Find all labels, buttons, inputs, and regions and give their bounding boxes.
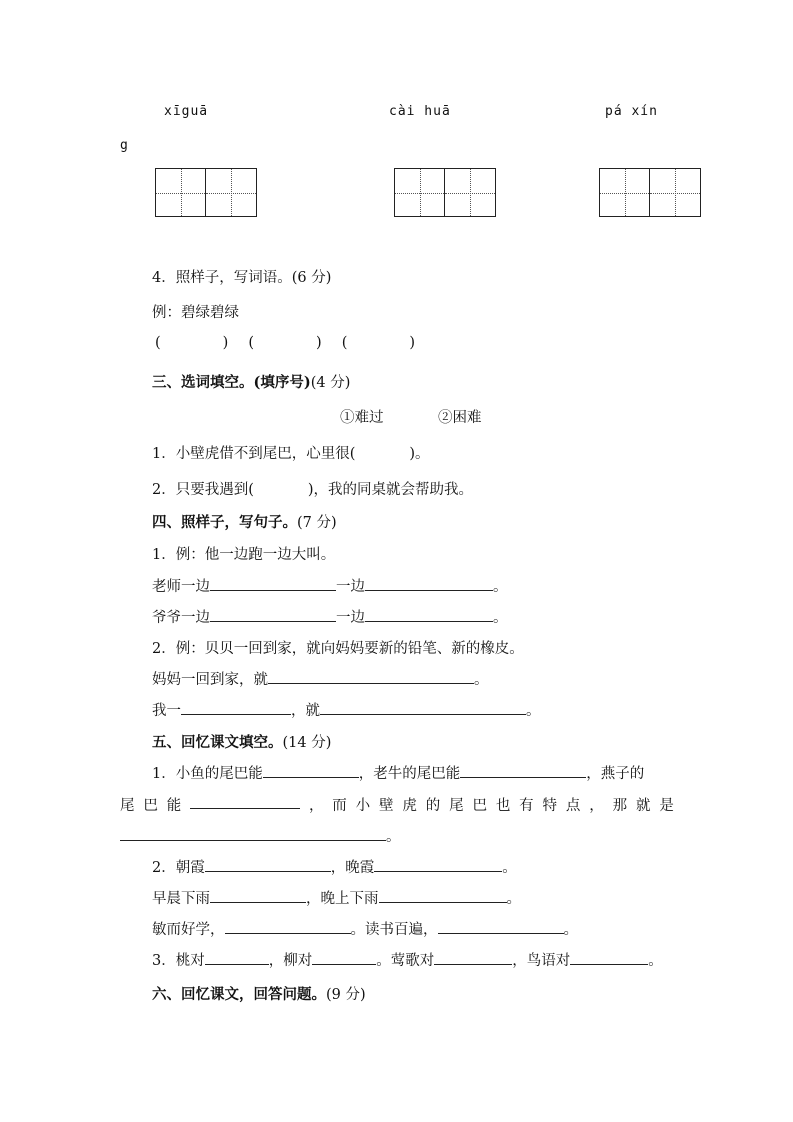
blank[interactable]	[120, 826, 386, 841]
char: 有	[519, 798, 534, 814]
blank[interactable]	[263, 763, 359, 778]
sec4-line-3[interactable]	[152, 668, 489, 689]
paren-right: )	[409, 335, 416, 351]
blank[interactable]	[438, 919, 564, 934]
char: 巴	[472, 798, 487, 814]
sec5-para-1-line-1[interactable]	[152, 762, 644, 783]
blank[interactable]	[210, 576, 336, 591]
char: 小	[355, 798, 371, 814]
fill-sentence-2[interactable]	[152, 478, 473, 499]
grid-cell[interactable]	[395, 169, 445, 216]
char: 就	[635, 798, 651, 814]
line-text: ，老牛的尾巴能	[358, 766, 461, 782]
section-4-title: 四、照样子，写句子。	[152, 514, 297, 531]
char: 巴	[143, 798, 158, 814]
line-text: 3．桃对	[152, 953, 205, 969]
char: 而	[332, 798, 347, 814]
line-text: 早晨下雨	[152, 891, 210, 907]
sec5-para-5[interactable]	[152, 949, 663, 970]
line-text: 一边	[336, 610, 365, 626]
section-3-score: (4 分)	[310, 375, 351, 391]
line-text: 。	[526, 703, 541, 719]
sentence-text: 2．只要我遇到(	[152, 482, 254, 498]
line-text: 一边	[336, 579, 365, 595]
blank[interactable]	[320, 700, 526, 715]
pinyin-paxing: pá xín	[605, 104, 658, 119]
sec4-example-2: 2．例：贝贝一回到家，就向妈妈要新的铅笔、新的橡皮。	[152, 641, 524, 657]
line-text: 。	[502, 860, 517, 876]
option-2: ②困难	[438, 410, 482, 426]
q4-example: 例：碧绿碧绿	[152, 305, 239, 321]
char: 也	[495, 798, 511, 814]
section-6-score: (9 分)	[326, 987, 366, 1003]
line-text: 妈妈一回到家，就	[152, 672, 268, 688]
char: ，	[308, 798, 324, 814]
line-text: ，柳对	[268, 953, 313, 969]
line-text: 。	[563, 922, 578, 938]
pinyin-xigua: xīguā	[164, 104, 209, 119]
paren-right: )	[222, 335, 229, 351]
blank[interactable]	[379, 888, 507, 903]
char: 点	[565, 798, 581, 814]
blank[interactable]	[225, 919, 351, 934]
blank[interactable]	[190, 794, 300, 809]
section-3-title: 三、选词填空。(填序号)	[152, 374, 311, 391]
section-5-score: (14 分)	[282, 735, 332, 751]
option-1: ①难过	[340, 410, 384, 426]
writing-grid-2[interactable]	[394, 168, 496, 217]
blank[interactable]	[374, 857, 502, 872]
line-text: 。	[474, 672, 489, 688]
line-text: 。莺歌对	[376, 953, 435, 969]
section-6-title: 六、回忆课文，回答问题。	[152, 986, 326, 1003]
blank[interactable]	[210, 888, 306, 903]
line-text: 。	[493, 579, 508, 595]
char: 那	[612, 798, 628, 814]
char: 能	[166, 798, 182, 814]
section-5-title: 五、回忆课文填空。	[152, 734, 283, 751]
line-text: 我一	[152, 703, 181, 719]
line-text: 。	[648, 953, 663, 969]
blank[interactable]	[205, 950, 269, 965]
line-text: 。	[493, 610, 508, 626]
sec4-line-2[interactable]	[152, 606, 508, 627]
char: 的	[425, 798, 441, 814]
line-text: 。读书百遍，	[350, 922, 438, 938]
section-5-heading	[152, 731, 331, 752]
sec4-example-1: 1．例：他一边跑一边大叫。	[152, 547, 336, 563]
sec5-para-2[interactable]	[152, 856, 517, 877]
sec4-line-4[interactable]	[152, 699, 541, 720]
char: 虎	[402, 798, 417, 814]
line-text: ，燕子的	[586, 766, 645, 782]
blank[interactable]	[365, 576, 493, 591]
line-text: 爷爷一边	[152, 610, 210, 626]
char: 尾	[449, 798, 464, 814]
line-text: ，晚上下雨	[306, 891, 379, 907]
pinyin-wrap: g	[120, 138, 129, 153]
blank[interactable]	[460, 763, 586, 778]
writing-grid-1[interactable]	[155, 168, 257, 217]
paren-left: (	[248, 335, 255, 351]
paren-left: (	[155, 335, 161, 351]
blank[interactable]	[312, 950, 376, 965]
blank[interactable]	[570, 950, 648, 965]
line-text: ，鸟语对	[512, 953, 571, 969]
q4-answer-row[interactable]	[155, 335, 415, 351]
sec5-para-1-line-3[interactable]	[120, 825, 401, 846]
char: 壁	[379, 798, 394, 814]
grid-cell[interactable]	[650, 169, 700, 216]
grid-cell[interactable]	[206, 169, 256, 216]
blank[interactable]	[268, 669, 474, 684]
line-text: 2．朝霞	[152, 860, 205, 876]
paren-right: )	[316, 335, 322, 351]
grid-cell[interactable]	[600, 169, 650, 216]
line-text: 1．小鱼的尾巴能	[152, 766, 263, 782]
sec5-para-1-line-2[interactable]	[120, 794, 674, 815]
sec4-line-1[interactable]	[152, 575, 508, 596]
line-text: ，就	[291, 703, 320, 719]
writing-grid-3[interactable]	[599, 168, 701, 217]
blank[interactable]	[205, 857, 331, 872]
pinyin-caihua: cài huā	[389, 104, 451, 119]
line-text: 。	[506, 891, 521, 907]
fill-sentence-1[interactable]	[152, 442, 430, 463]
char: ，	[589, 798, 604, 814]
sentence-text: )，我的同桌就会帮助我。	[307, 482, 474, 498]
char: 特	[542, 798, 558, 814]
blank[interactable]	[181, 700, 291, 715]
grid-cell[interactable]	[445, 169, 495, 216]
paren-left: (	[341, 335, 348, 351]
char: 是	[659, 798, 674, 814]
blank[interactable]	[365, 607, 493, 622]
section-4-score: (7 分)	[297, 515, 337, 531]
blank[interactable]	[210, 607, 336, 622]
section-6-heading	[152, 983, 366, 1004]
line-text: ，晚霞	[330, 860, 375, 876]
line-text: 敏而好学，	[152, 922, 225, 938]
blank[interactable]	[434, 950, 512, 965]
section-4-heading	[152, 511, 337, 532]
line-text: 。	[386, 829, 401, 845]
sec5-para-4[interactable]	[152, 918, 578, 939]
q4-title: 4．照样子，写词语。(6 分)	[152, 270, 332, 286]
section-3-heading	[152, 371, 350, 392]
grid-cell[interactable]	[156, 169, 206, 216]
sec5-para-3[interactable]	[152, 887, 521, 908]
sentence-text: 1．小壁虎借不到尾巴，心里很(	[152, 446, 356, 462]
sentence-text: )。	[409, 446, 430, 462]
char: 尾	[120, 798, 135, 814]
line-text: 老师一边	[152, 579, 210, 595]
